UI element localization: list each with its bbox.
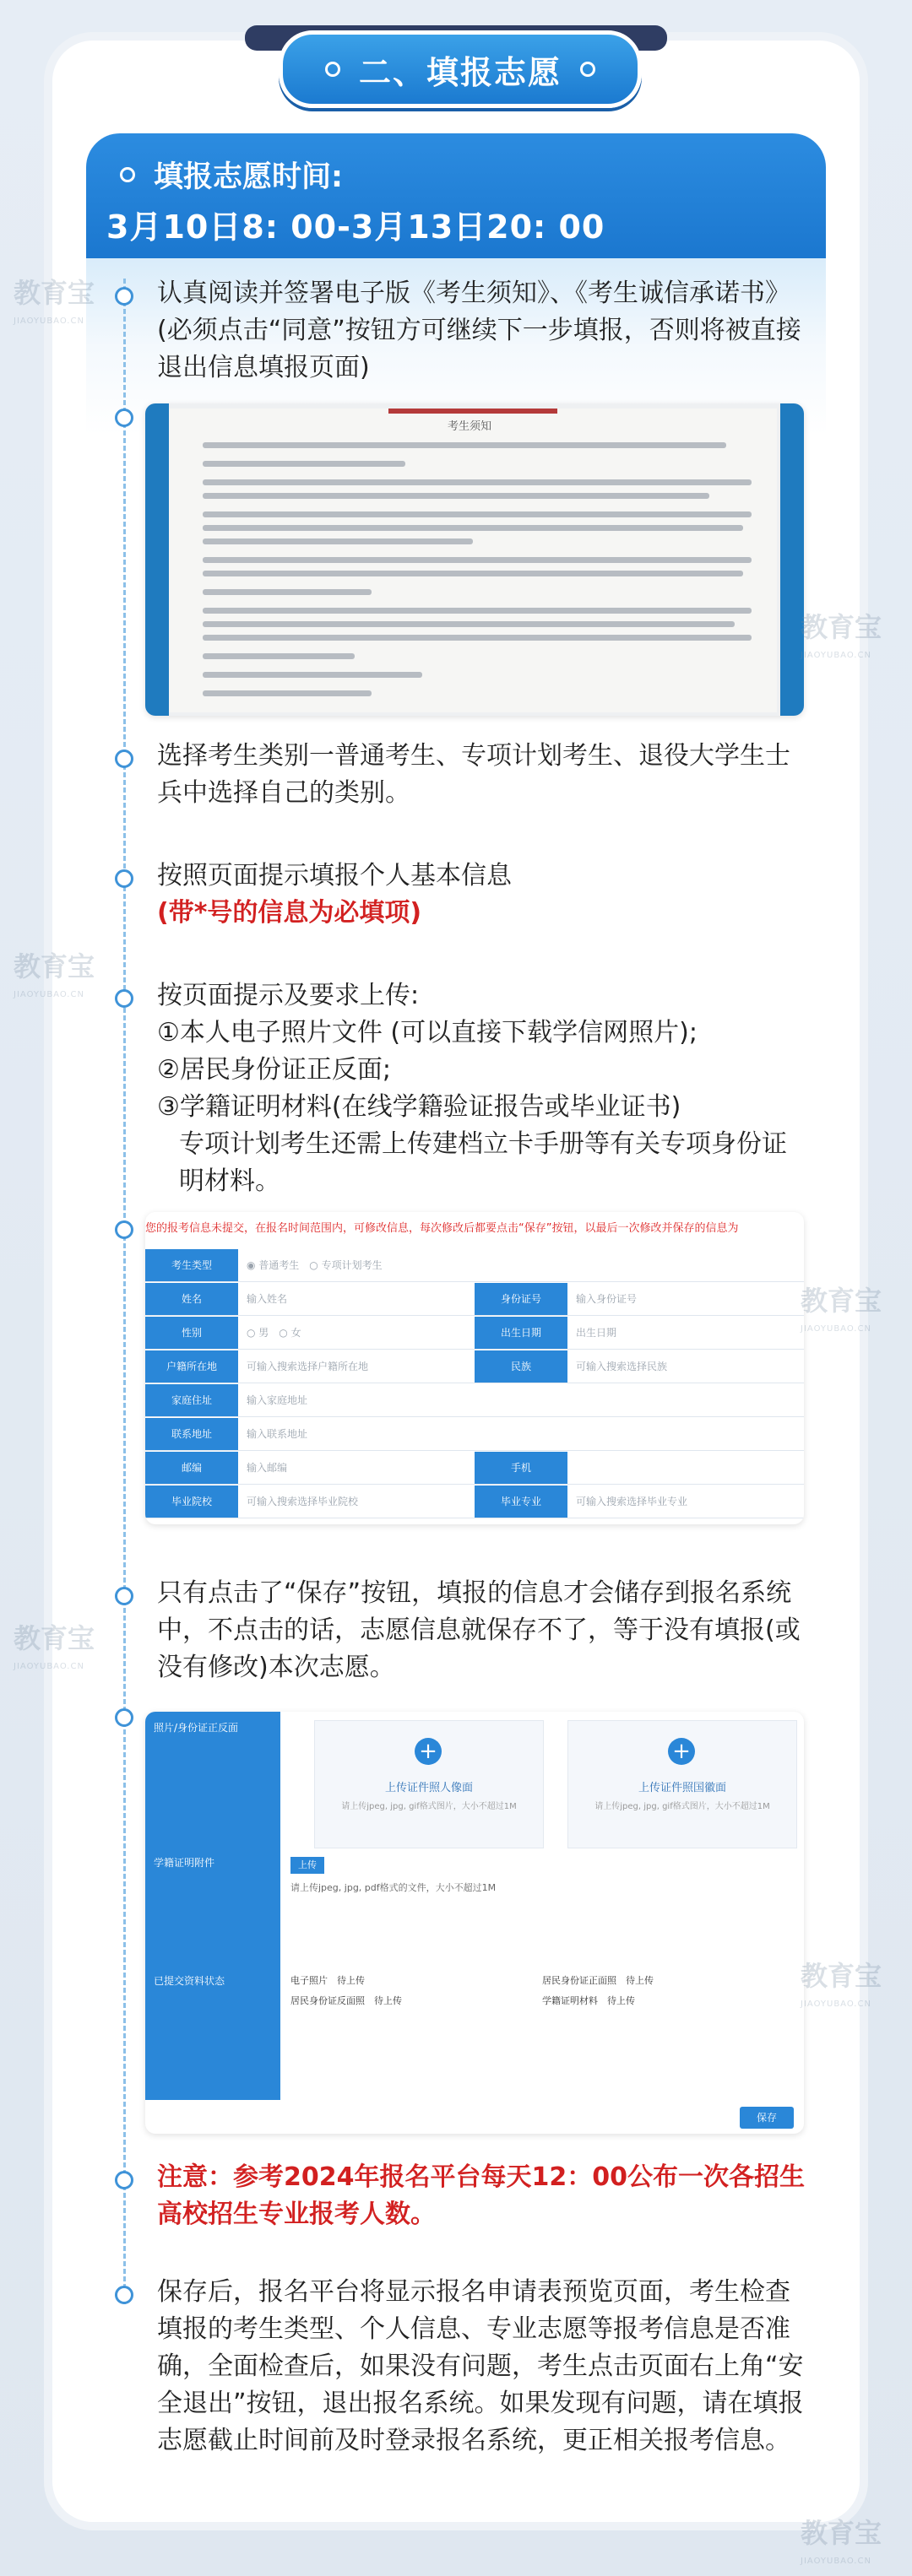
form-input[interactable]: 可输入搜索选择毕业院校 bbox=[247, 1496, 359, 1507]
timeline-bullet bbox=[115, 1220, 133, 1239]
form-row bbox=[145, 1317, 804, 1350]
timeline-bullet bbox=[115, 1708, 133, 1727]
upload-id-front[interactable] bbox=[314, 1720, 544, 1848]
ring-icon bbox=[325, 62, 340, 77]
form-row bbox=[145, 1452, 804, 1485]
form-row bbox=[145, 1418, 804, 1451]
form-hint: 您的报考信息未提交，在报名时间范围内，可修改信息，每次修改后都要点击“保存”按钮，以最后一次修改并保存的信息为 bbox=[145, 1222, 739, 1235]
form-input[interactable]: 输入邮编 bbox=[247, 1462, 288, 1474]
form-row bbox=[145, 1249, 804, 1282]
form-row bbox=[145, 1350, 804, 1383]
doc-line bbox=[203, 653, 355, 659]
step-text-line: 按照页面提示填报个人基本信息 bbox=[157, 861, 512, 890]
doc-heading: 考生须知 bbox=[448, 420, 492, 433]
form-row bbox=[145, 1384, 804, 1417]
upload-button[interactable]: 上传 bbox=[290, 1857, 324, 1874]
plus-icon: + bbox=[415, 1738, 442, 1765]
save-button[interactable]: 保存 bbox=[740, 2107, 794, 2129]
doc-title-bar bbox=[388, 409, 557, 414]
form-label: 姓名 bbox=[145, 1283, 238, 1315]
ring-icon bbox=[120, 167, 135, 182]
upload-sub: 请上传jpeg, jpg, gif格式图片，大小不超过1M bbox=[341, 1802, 517, 1811]
form-input[interactable]: ◉ 普通考生 ○ 专项计划考生 bbox=[247, 1259, 383, 1271]
doc-line bbox=[203, 511, 752, 517]
doc-line bbox=[203, 493, 709, 499]
watermark: 教育宝 JIAOYUBAO.CN bbox=[801, 2517, 882, 2566]
watermark: 教育宝 JIAOYUBAO.CN bbox=[14, 1622, 95, 1671]
form-row bbox=[145, 1283, 804, 1316]
timeline-bullet bbox=[115, 989, 133, 1008]
notice-document-screenshot bbox=[145, 403, 804, 716]
watermark: 教育宝 JIAOYUBAO.CN bbox=[14, 950, 95, 999]
plus-icon: + bbox=[668, 1738, 695, 1765]
upload-requirement-line: ③学籍证明材料(在线学籍验证报告或毕业证书) bbox=[157, 1092, 681, 1122]
timeline-line bbox=[123, 279, 126, 2304]
status-row: 学籍证明材料 待上传 bbox=[542, 1995, 635, 2006]
doc-line bbox=[203, 635, 752, 641]
upload-requirement-line: ②居民身份证正反面; bbox=[157, 1055, 392, 1085]
upload-side-label: 照片/身份证正反面 bbox=[154, 1722, 239, 1734]
form-input[interactable]: 可输入搜索选择户籍所在地 bbox=[247, 1361, 369, 1372]
form-row bbox=[145, 1486, 804, 1518]
doc-line bbox=[203, 571, 743, 576]
ring-icon bbox=[580, 62, 595, 77]
upload-id-back[interactable] bbox=[567, 1720, 797, 1848]
form-label: 毕业专业 bbox=[475, 1486, 567, 1518]
timeline-bullet bbox=[115, 2171, 133, 2189]
doc-line bbox=[203, 672, 422, 678]
status-row: 居民身份证正面照 待上传 bbox=[542, 1975, 654, 1986]
doc-line bbox=[203, 479, 752, 485]
upload-caption: 上传证件照人像面 bbox=[384, 1782, 473, 1794]
timeline-bullet bbox=[115, 869, 133, 888]
step-text: 选择考生类别一普通考生、专项计划考生、退役大学生士兵中选择自己的类别。 bbox=[157, 741, 790, 808]
upload-requirement-line: 专项计划考生还需上传建档立卡手册等有关专项身份证明材料。 bbox=[179, 1129, 787, 1196]
required-field-note: (带*号的信息为必填项) bbox=[157, 898, 422, 928]
watermark: 教育宝 JIAOYUBAO.CN bbox=[801, 1960, 882, 2009]
step-text: 保存后，报名平台将显示报名申请表预览页面，考生检查填报的考生类型、个人信息、专业志愿等报考信息是否准确，全面检查后，如果没有问题，考生点击页面右上角“安全退出”按钮，退出报名系统。如果发现有问题，请在填报志愿截止时间前及时登录报名系统，更正相关报考信息。 bbox=[157, 2277, 804, 2455]
doc-line bbox=[203, 690, 372, 696]
form-input[interactable]: 可输入搜索选择毕业专业 bbox=[576, 1496, 688, 1507]
form-input[interactable]: 出生日期 bbox=[576, 1327, 617, 1339]
form-input[interactable]: 可输入搜索选择民族 bbox=[576, 1361, 668, 1372]
upload-caption: 上传证件照国徽面 bbox=[638, 1782, 726, 1794]
timeline-bullet bbox=[115, 1587, 133, 1605]
doc-line bbox=[203, 461, 405, 467]
form-input[interactable]: 输入联系地址 bbox=[247, 1428, 308, 1440]
notice-note: 注意：参考2024年报名平台每天12：00公布一次各招生高校招生专业报考人数。 bbox=[157, 2162, 805, 2229]
form-label: 出生日期 bbox=[475, 1317, 567, 1349]
form-input[interactable]: 输入家庭地址 bbox=[247, 1394, 308, 1406]
time-value: 3月10日8: 00-3月13日20: 00 bbox=[106, 208, 605, 246]
doc-line bbox=[203, 442, 726, 448]
upload-sub: 请上传jpeg, jpg, gif格式图片，大小不超过1M bbox=[594, 1802, 770, 1811]
form-label: 身份证号 bbox=[475, 1283, 567, 1315]
doc-line bbox=[203, 608, 752, 614]
form-label: 考生类型 bbox=[145, 1249, 238, 1281]
doc-side-bar bbox=[145, 403, 169, 716]
form-label: 户籍所在地 bbox=[145, 1350, 238, 1383]
upload-side-label: 学籍证明附件 bbox=[154, 1857, 215, 1869]
form-input[interactable]: ○ 男 ○ 女 bbox=[247, 1327, 301, 1339]
info-form-screenshot bbox=[145, 1212, 804, 1524]
timeline-bullet bbox=[115, 287, 133, 306]
form-label: 联系地址 bbox=[145, 1418, 238, 1450]
doc-line bbox=[203, 525, 743, 531]
upload-requirement-line: 按页面提示及要求上传: bbox=[157, 981, 420, 1010]
form-label: 毕业院校 bbox=[145, 1486, 238, 1518]
time-label bbox=[120, 154, 343, 196]
form-label: 邮编 bbox=[145, 1452, 238, 1484]
status-row: 电子照片 待上传 bbox=[290, 1975, 365, 1986]
section-title-text: 二、填报志愿 bbox=[358, 53, 562, 91]
file-hint: 请上传jpeg, jpg, pdf格式的文件，大小不超过1M bbox=[290, 1882, 497, 1893]
doc-line bbox=[203, 557, 752, 563]
upload-side-label: 已提交资料状态 bbox=[154, 1975, 225, 1987]
step-text bbox=[157, 858, 807, 932]
form-label: 手机 bbox=[475, 1452, 567, 1484]
form-label: 家庭住址 bbox=[145, 1384, 238, 1416]
form-label: 性别 bbox=[145, 1317, 238, 1349]
step-text: 认真阅读并签署电子版《考生须知》、《考生诚信承诺书》(必须点击“同意”按钮方可继续下一步填报，否则将被直接退出信息填报页面) bbox=[157, 279, 801, 382]
upload-screenshot bbox=[145, 1712, 804, 2134]
watermark: 教育宝 JIAOYUBAO.CN bbox=[801, 611, 882, 660]
form-input[interactable]: 输入姓名 bbox=[247, 1293, 288, 1305]
upload-side-bar bbox=[145, 1712, 280, 2100]
doc-line bbox=[203, 621, 735, 627]
watermark: 教育宝 JIAOYUBAO.CN bbox=[14, 277, 95, 326]
form-input[interactable]: 输入身份证号 bbox=[576, 1293, 638, 1305]
timeline-bullet bbox=[115, 409, 133, 427]
step-text: 只有点击了“保存”按钮，填报的信息才会储存到报名系统中，不点击的话，志愿信息就保存不了，等于没有填报(或没有修改)本次志愿。 bbox=[157, 1578, 801, 1682]
timeline-bullet bbox=[115, 2286, 133, 2304]
time-banner bbox=[86, 133, 826, 260]
doc-line bbox=[203, 538, 473, 544]
section-title bbox=[279, 30, 642, 108]
upload-requirement-line: ①本人电子照片文件 (可以直接下载学信网照片); bbox=[157, 1018, 698, 1047]
timeline-bullet bbox=[115, 750, 133, 768]
watermark: 教育宝 JIAOYUBAO.CN bbox=[801, 1285, 882, 1334]
status-row: 居民身份证反面照 待上传 bbox=[290, 1995, 402, 2006]
time-label-text: 填报志愿时间: bbox=[154, 160, 343, 194]
doc-paper bbox=[169, 409, 777, 712]
form-label: 民族 bbox=[475, 1350, 567, 1383]
doc-line bbox=[203, 589, 372, 595]
upload-requirements bbox=[157, 977, 807, 1200]
